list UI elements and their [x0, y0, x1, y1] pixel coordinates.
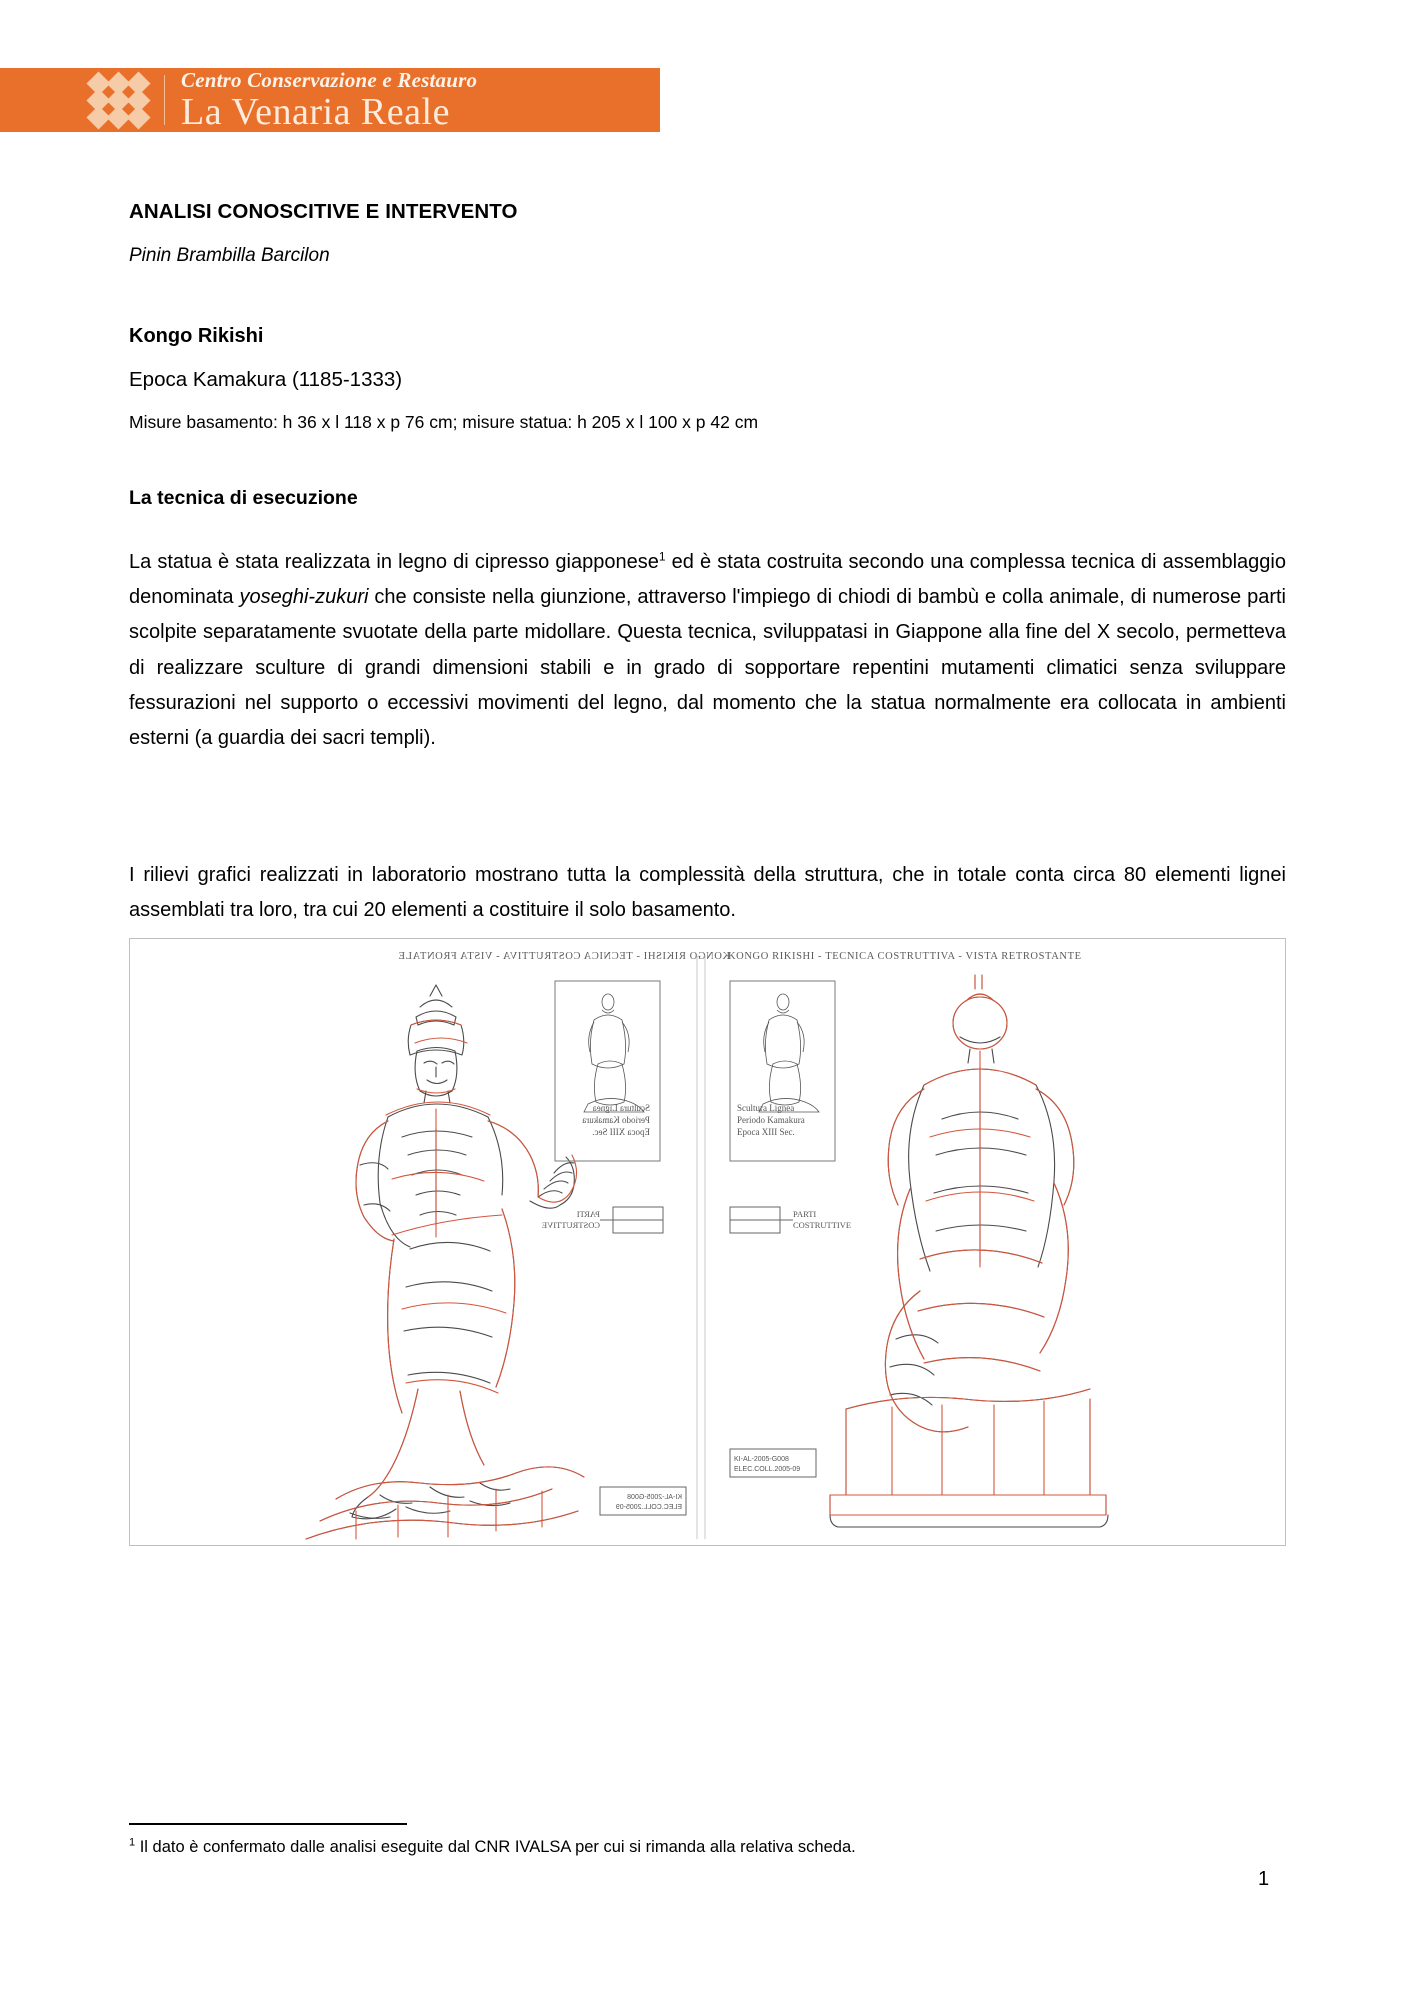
left-plate-title: KONGO RIKISHI - TECNICA COSTRUTTIVA - VISTA FRONTALE — [398, 951, 730, 962]
right-legend-line2: COSTRUTTIVE — [793, 1220, 852, 1230]
left-code-line2: ELEC.COLL.2005-09 — [615, 1504, 682, 1511]
footnote-separator — [129, 1823, 407, 1825]
right-caption-line3: Epoca XIII Sec. — [737, 1127, 795, 1137]
footnote — [129, 1838, 856, 1857]
right-legend-line1: PARTI — [793, 1209, 817, 1219]
technical-drawing-svg — [130, 939, 1285, 1545]
logo-divider — [164, 75, 165, 125]
brand-line-venaria: La Venaria Reale — [181, 90, 450, 132]
right-plate-title: KONGO RIKISHI - TECNICA COSTRUTTIVA - VISTA RETROSTANTE — [728, 951, 1082, 962]
left-code-line1: KI-AL-2005-G008 — [627, 1494, 682, 1501]
section-heading-tecnica: La tecnica di esecuzione — [129, 487, 358, 509]
term-yoseghi-zukuri: yoseghi-zukuri — [239, 586, 369, 609]
right-caption-line2: Periodo Kamakura — [737, 1115, 805, 1125]
paragraph-1-part-a: La statua è stata realizzata in legno di cipresso giapponese — [129, 551, 659, 573]
paragraph-tecnica — [129, 545, 1286, 756]
paragraph-rilievi: I rilievi grafici realizzati in laboratorio mostrano tutta la complessità della struttura, che in totale conta circa 80 elementi lignei assemblati tra loro, tra cui 20 elementi a costituire il solo basamento. — [129, 864, 1286, 922]
footnote-text: Il dato è confermato dalle analisi eseguite dal CNR IVALSA per cui si rimanda alla relativa scheda. — [135, 1838, 856, 1856]
document-author: Pinin Brambilla Barcilon — [129, 245, 330, 266]
left-legend-line2: COSTRUTTIVE — [541, 1220, 600, 1230]
footnote-marker: 1 — [129, 1836, 136, 1849]
right-caption-line1: Scultura Lignea — [737, 1103, 795, 1113]
page-number: 1 — [1258, 1868, 1270, 1890]
left-legend-line1: PARTI — [576, 1209, 600, 1219]
paragraph-1-part-c: che consiste nella giunzione, attraverso l'impiego di chiodi di bambù e colla animale, di numerose parti scolpite separatamente svuotate della parte midollare. Questa tecnica, sviluppatasi in Giappone alla fine del X secolo, permetteva di realizzare sculture di grandi dimensioni stabili e in grado di sopportare repentini mutamenti climatici senza sviluppare fessurazioni nel supporto o eccessivi movimenti del legno, dal momento che la statua normalmente era collocata in ambienti esterni (a guardia dei sacri templi). — [129, 586, 1286, 750]
object-period: Epoca Kamakura (1185-1333) — [129, 368, 403, 391]
right-code-line2: ELEC.COLL.2005-09 — [734, 1466, 801, 1473]
paragraph-1-part-b: ed è stata costruita secondo una complessa tecnica di assemblaggio denominata — [129, 551, 1286, 609]
left-caption-line1: Scultura Lignea — [592, 1103, 650, 1113]
object-measures: Misure basamento: h 36 x l 118 x p 76 cm; misure statua: h 205 x l 100 x p 42 cm — [129, 412, 759, 432]
venaria-diamond-logo-icon — [88, 72, 150, 128]
page-title: ANALISI CONOSCITIVE E INTERVENTO — [129, 200, 518, 223]
technical-drawing-figure — [129, 938, 1286, 1546]
brand-line-centro: Centro Conservazione e Restauro — [181, 68, 478, 92]
right-code-line1: KI-AL-2005-G008 — [734, 1456, 789, 1463]
left-caption-line2: Periodo Kamakura — [582, 1115, 650, 1125]
brand-banner — [0, 68, 660, 132]
footnote-reference: 1 — [658, 549, 666, 564]
object-title: Kongo Rikishi — [129, 325, 264, 347]
left-caption-line3: Epoca XIII Sec. — [592, 1127, 650, 1137]
